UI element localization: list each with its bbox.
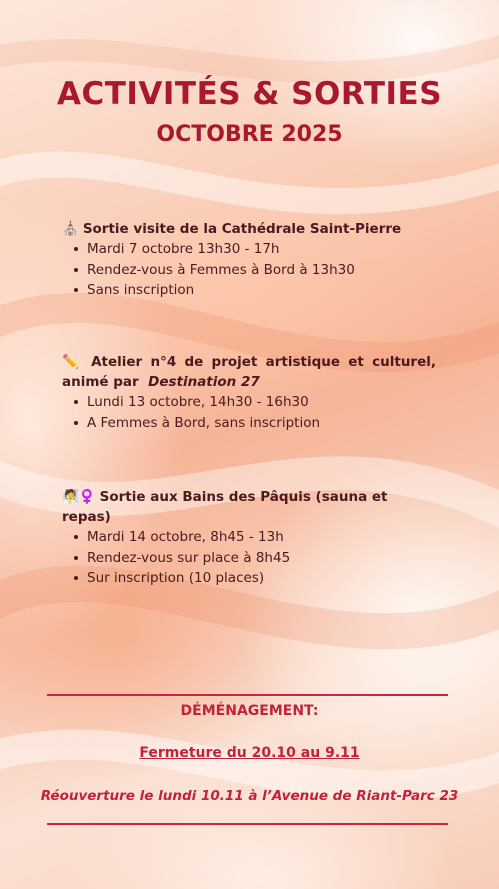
activity-title: Sortie aux Bains des Pâquis (sauna et repas) <box>62 489 388 525</box>
activity-cathedral <box>62 219 436 301</box>
activity-details <box>62 239 436 301</box>
page-subtitle: OCTOBRE 2025 <box>156 122 343 147</box>
activity-heading <box>62 219 436 239</box>
notice-reopening: Réouverture le lundi 10.11 à l’Avenue de Riant-Parc 23 <box>40 788 459 804</box>
activity-details <box>62 392 436 433</box>
activity-heading <box>62 352 436 392</box>
pencil-icon: ✏️ <box>62 354 79 370</box>
activity-title: Sortie visite de la Cathédrale Saint-Pierre <box>82 221 402 237</box>
list-item: Lundi 13 octobre, 14h30 - 16h30 <box>87 392 436 413</box>
list-item: Mardi 7 octobre 13h30 - 17h <box>87 239 436 260</box>
church-icon: ⛪ <box>62 221 79 237</box>
page-title: ACTIVITÉS & SORTIES <box>56 76 443 112</box>
list-item: Rendez-vous sur place à 8h45 <box>87 548 436 569</box>
notice-heading: DÉMÉNAGEMENT: <box>180 703 319 719</box>
list-item: Rendez-vous à Femmes à Bord à 13h30 <box>87 260 436 281</box>
list-item: Mardi 14 octobre, 8h45 - 13h <box>87 527 436 548</box>
activity-organizer: Destination 27 <box>148 374 260 390</box>
list-item: A Femmes à Bord, sans inscription <box>87 413 436 434</box>
divider-top <box>47 694 448 696</box>
divider-bottom <box>47 823 448 825</box>
activity-workshop <box>62 352 436 433</box>
activity-bains-paquis <box>62 487 436 589</box>
list-item: Sur inscription (10 places) <box>87 568 436 589</box>
notice-closure: Fermeture du 20.10 au 9.11 <box>139 745 360 761</box>
activity-details <box>62 527 436 589</box>
activity-title: Atelier n°4 de projet artistique et culturel, animé par <box>62 354 436 390</box>
activity-heading <box>62 487 436 527</box>
list-item: Sans inscription <box>87 280 436 301</box>
sauna-woman-icon: 🧖♀️ <box>62 489 96 505</box>
